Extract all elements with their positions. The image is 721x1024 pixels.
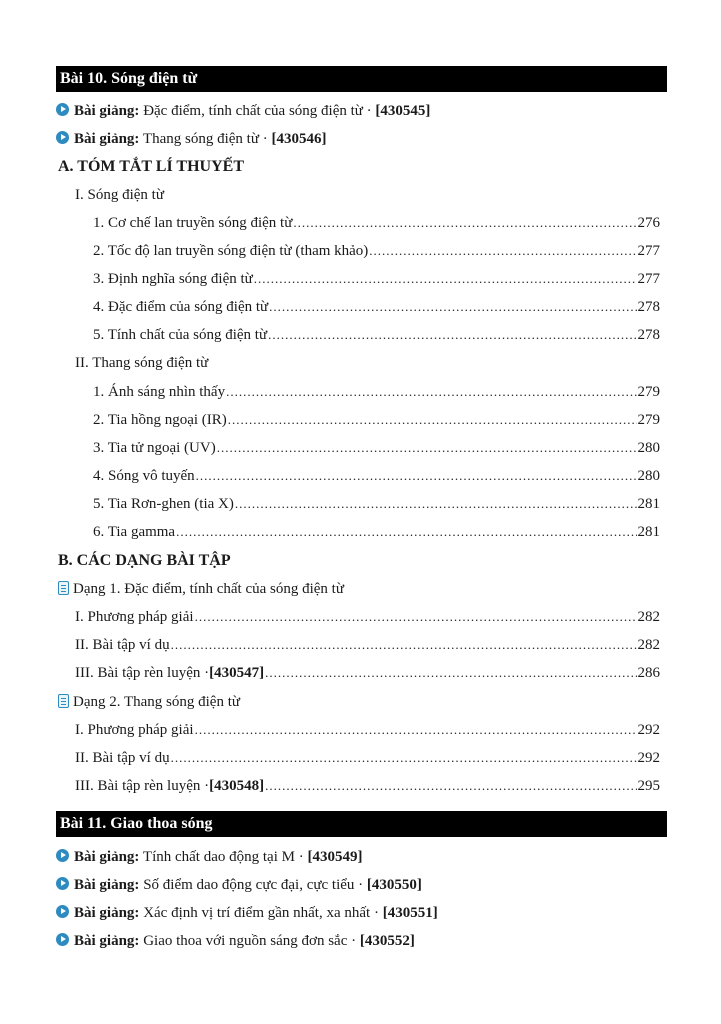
toc-entry[interactable]: 5. Tính chất của sóng điện từ ..... 278 [93, 325, 660, 345]
section-a-heading: A. TÓM TẮT LÍ THUYẾT [58, 158, 244, 175]
toc-entry[interactable]: 2. Tốc độ lan truyền sóng điện từ (tham khảo) ..... 277 [93, 241, 660, 261]
clipboard-icon [58, 581, 69, 595]
lecture-link[interactable]: Bài giảng: Đặc điểm, tính chất của sóng điện từ · [430545] [56, 101, 430, 121]
toc-entry[interactable]: 3. Tia tử ngoại (UV) ..... 280 [93, 438, 660, 458]
toc-entry[interactable]: III. Bài tập rèn luyện · [430548] ..... 295 [75, 776, 660, 796]
play-icon [56, 905, 69, 918]
lesson-11-title: Bài 11. Giao thoa sóng [60, 815, 213, 832]
lecture-link[interactable]: Bài giảng: Số điểm dao động cực đại, cực tiểu · [430550] [56, 875, 422, 895]
exercise-type-1: Dạng 1. Đặc điểm, tính chất của sóng điện từ [58, 579, 344, 599]
lecture-link[interactable]: Bài giảng: Thang sóng điện từ · [430546] [56, 129, 326, 149]
lesson-11-header [56, 811, 667, 837]
section-b-heading: B. CÁC DẠNG BÀI TẬP [58, 552, 231, 569]
toc-entry[interactable]: 1. Cơ chế lan truyền sóng điện từ ..... 276 [93, 213, 660, 233]
play-icon [56, 131, 69, 144]
lecture-link[interactable]: Bài giảng: Tính chất dao động tại M · [430549] [56, 847, 362, 867]
part-i-heading: I. Sóng điện từ [75, 187, 164, 203]
toc-entry[interactable]: 5. Tia Rơn-ghen (tia X) ..... 281 [93, 494, 660, 514]
toc-entry[interactable]: II. Bài tập ví dụ ..... 282 [75, 635, 660, 655]
toc-entry[interactable]: 6. Tia gamma ..... 281 [93, 522, 660, 542]
toc-entry[interactable]: 4. Đặc điểm của sóng điện từ ..... 278 [93, 297, 660, 317]
toc-entry[interactable]: 2. Tia hồng ngoại (IR) ..... 279 [93, 410, 660, 430]
toc-entry[interactable]: III. Bài tập rèn luyện · [430547] ..... 286 [75, 663, 660, 683]
toc-entry[interactable]: I. Phương pháp giải ..... 282 [75, 607, 660, 627]
play-icon [56, 877, 69, 890]
toc-entry[interactable]: 4. Sóng vô tuyến ..... 280 [93, 466, 660, 486]
play-icon [56, 849, 69, 862]
part-ii-heading: II. Thang sóng điện từ [75, 355, 209, 371]
toc-entry[interactable]: I. Phương pháp giải ..... 292 [75, 720, 660, 740]
play-icon [56, 103, 69, 116]
play-icon [56, 933, 69, 946]
lecture-link[interactable]: Bài giảng: Giao thoa với nguồn sáng đơn sắc · [430552] [56, 931, 415, 951]
lesson-10-title: Bài 10. Sóng điện từ [60, 70, 198, 87]
clipboard-icon [58, 694, 69, 708]
exercise-type-2: Dạng 2. Thang sóng điện từ [58, 692, 240, 712]
toc-entry[interactable]: 1. Ánh sáng nhìn thấy ..... 279 [93, 382, 660, 402]
toc-entry[interactable]: 3. Định nghĩa sóng điện từ ..... 277 [93, 269, 660, 289]
toc-entry[interactable]: II. Bài tập ví dụ ..... 292 [75, 748, 660, 768]
lesson-10-header [56, 66, 667, 92]
lecture-link[interactable]: Bài giảng: Xác định vị trí điểm gần nhất, xa nhất · [430551] [56, 903, 438, 923]
